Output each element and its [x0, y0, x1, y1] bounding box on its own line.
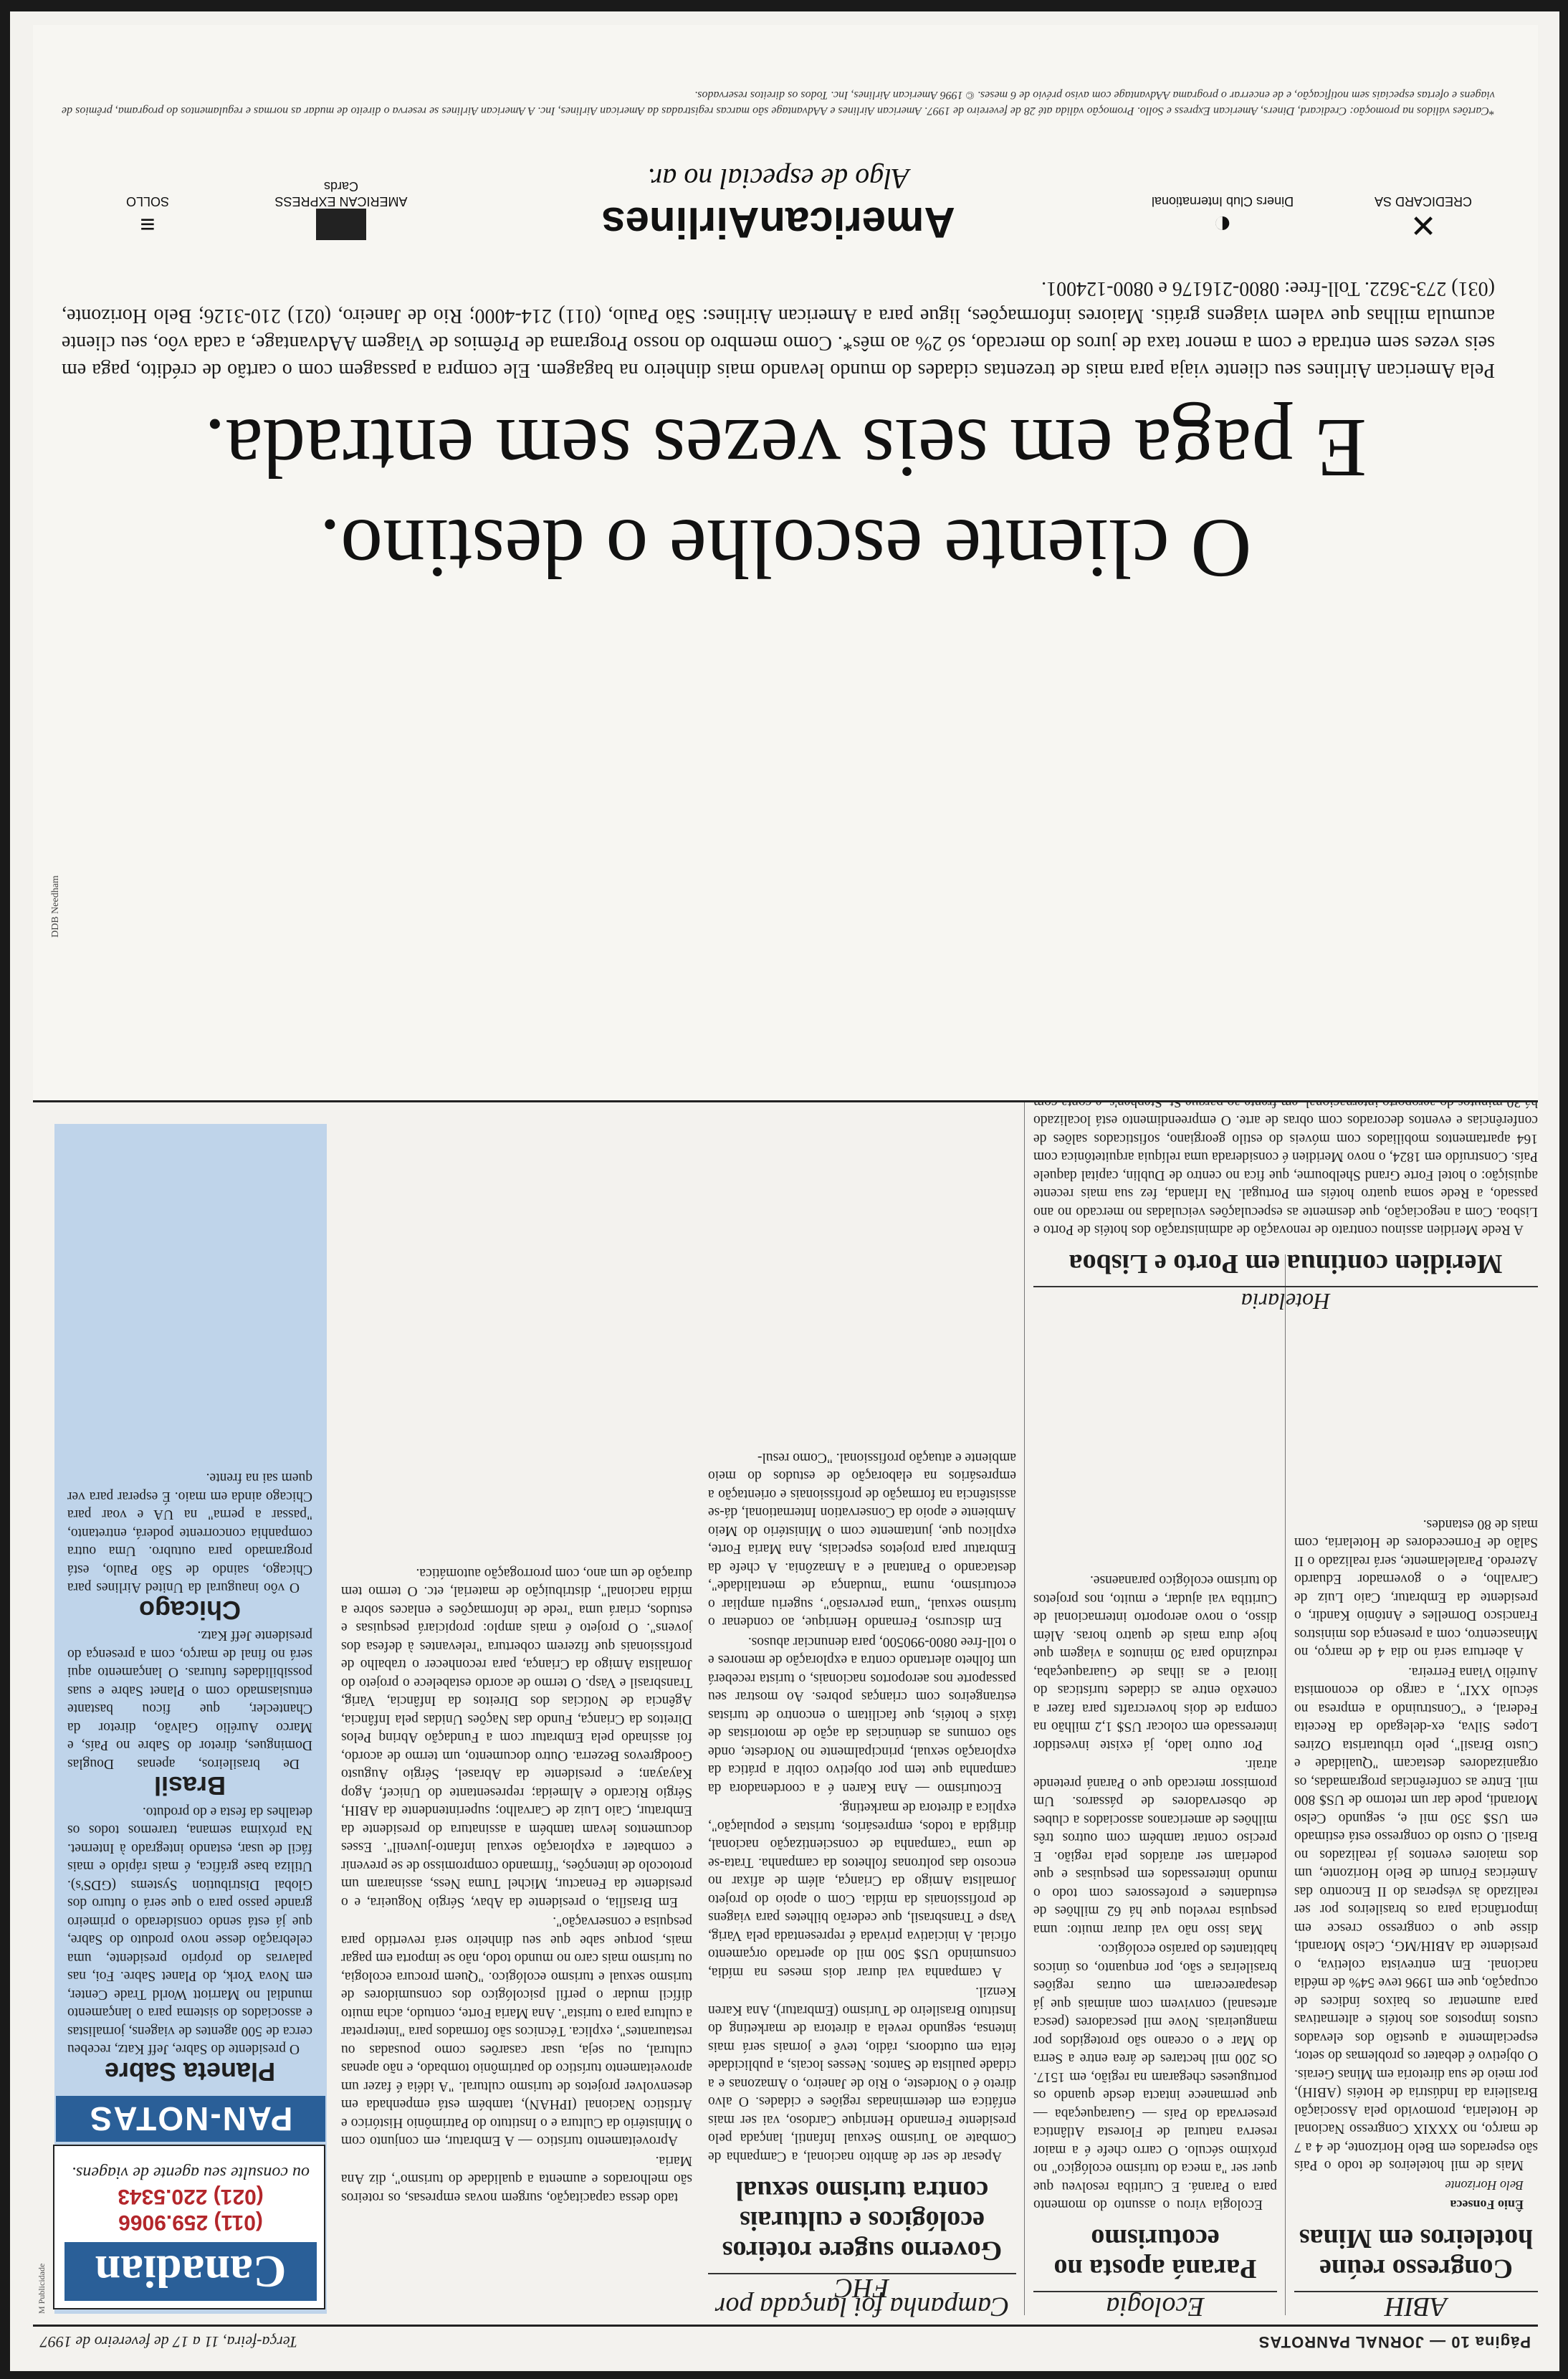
ad-headline: [62, 398, 1509, 599]
sidebar-notes: [67, 1469, 312, 2088]
note-body: O vôo inaugural da United Airlines para Chicago, saindo de São Paulo, está programado para outubro. Uma outra companhia concorrente poderá, entretanto, "passar a perna" na UA e voar para Chicago ainda em maio. É esperar para ver quem sai na frente.: [67, 1470, 312, 1596]
byline-place: Belo Horizonte: [1445, 2178, 1524, 2193]
sollo-icon: ≡: [140, 210, 156, 239]
paragraph: Por outro lado, já existe investidor interessado em colocar US$ 1,2 milhão na compra de dois hovercrafts para fazer a conexão entre as cidades turísticas do litoral e as ilhas de Guaraqueçaba, reduzindo para 30 minutos a viagem que hoje dura mais de quatro horas. Além disso, o novo aeroporto internacional de Curitiba vai ajudar, e muito, nos projetos do turismo ecológico paranaense.: [1033, 1573, 1277, 1753]
article-parana: [1033, 1570, 1277, 2322]
agency-credit: DDB Needham: [50, 875, 61, 938]
byline: Ênio Fonseca: [1450, 2198, 1524, 2213]
paragraph: Ecologia virou o assunto do momento para o Paraná. E Curitiba resolveu que quer ser "a meca do turismo ecológico" no próximo século. O carro chefe é a maior reserva natural de Floresta Atlântica preservada do País — Guaraqueçaba — que permanece intacta desde quando os portugueses chegaram na região, em 1517. Os 200 mil hectares de área entre a Serra do Mar e o oceano são protegidos por mangueirais. Nove mil pescadores (pesca artesanal) convivem com animais que já desapareceram em outras regiões brasileiras e são, por enquanto, os únicos habitantes do paraíso ecológico.: [1033, 1941, 1277, 2213]
newspaper-page: [10, 11, 1559, 2371]
amex-icon: [316, 209, 366, 240]
column-rule: [1024, 1097, 1025, 2315]
note-title: Chicago: [139, 1596, 242, 1625]
ad-body-text: Pela American Airlines seu cliente viaja para mais de trezentas cidades do mundo levando mais dinheiro na bagagem. Ele compra a passagem com o cartão de crédito, paga em seis vezes sem entrada e com a menor taxa de juros do mercado, só 2% ao mês*. Como membro do nosso Programa de Prêmios de Viagem AAdvantage, a cada vôo, seu cliente acumula milhas que valem viagens grátis. Maiores informações, ligue para a American Airlines: São Paulo, (011) 214-4000; Rio de Janeiro, (021) 210-3126; Belo Horizonte, (031) 273-3622. Toll-free: 0800-216176 e 0800-124001.: [62, 277, 1495, 381]
sollo-logo: ≡ SOLLO: [76, 190, 219, 240]
ad-headline-line1: O cliente escolhe o destino.: [319, 502, 1252, 596]
amex-logo: AMERICAN EXPRESS Cards: [262, 190, 420, 240]
section-kicker: Ecologia: [1033, 2292, 1277, 2316]
paragraph: A abertura será no dia 4 de março, no Minascentro, com a presença dos ministros Francisco Dornelles e Antônio Kandir, o presidente da Embratur, Caio Luiz de Carvalho, e o governador Eduardo Azeredo. Paralelamente, será realizado o II Salão de Fornecedores de Hotelaria, com mais de 80 estandes.: [1294, 1517, 1538, 1660]
pan-notas-banner: PAN-NOTAS: [56, 2096, 325, 2142]
ad-credit: M Publicidade: [37, 2263, 47, 2314]
article-headline: Governo sugere roteiros ecológicos e culturais contra turismo sexual: [722, 2175, 1003, 2266]
article-headline: Congresso reúne hoteleiros em Minas: [1299, 2223, 1534, 2284]
paragraph: Em discurso, Fernando Henrique, ao condenar o turismo sexual, "uma perversão", sugeriu ampliar o ecoturismo, numa "mudança de mentalidade", destacando o Pantanal e a Amazônia. A chefe da Embratur para projetos especiais, Ana Maria Forte, explicou que, juntamente com o Ministério do Meio Ambiente e apoio da Conservation International, dá-se assistência na formação de profissionais e orientação a empresários na elaboração de estudos do meio ambiente e atuação profissional. "Como resul-: [708, 1450, 1016, 1630]
ad-fine-print: *Cartões válidos na promoção: Credicard, Diners, American Express e Sollo. Promoção válida até 28 de fevereiro de 1997. American Airlines e AAdvantage são marcas registradas da American Airlines, Inc. A American Airlines se reserva o direito de mudar as normas e regulamentos do programa, prêmios de viagens e ofertas especiais sem notificação, e de encerrar o programa AAdvantage com aviso prévio de 6 meses. © 1996 American Airlines, Inc. Todos os direitos reservados.: [62, 89, 1495, 117]
ad-headline-line2: E paga em seis vezes sem entrada.: [204, 401, 1367, 495]
canadian-ad: [53, 2145, 325, 2309]
paragraph: Mas isso não vai durar muito: uma pesquisa revelou que há 62 milhões de estudantes e professores com todo o mundo interessados em pesquisas e que poderiam ser atraídos pela região. E preciso contar também com outros três milhões de americanos associados a clubes de observadores de pássaros. Um promissor mercado que o Paraná pretende atrair.: [1033, 1757, 1277, 1937]
credicard-icon: ✕: [1410, 207, 1437, 242]
article-abih: [1294, 1514, 1538, 2322]
diners-club-logo: ◐ Diners Club International: [1151, 194, 1294, 242]
american-airlines-logo: AmericanAirlines: [601, 199, 955, 247]
ad-logo-row: [62, 161, 1509, 247]
note-body: O presidente do Sabre, Jeff Katz, recebeu cerca de 500 agentes de viagens, jornalistas e associados do sistema para o lançamento mundial no Marriott World Trade Center, em Nova York, do Planet Sabre. Foi, nas palavras do próprio presidente, uma celebração desse novo produto do Sabre, que já está sendo considerado o primeiro grande passo para o que será o futuro dos Global Distribution Systems (GDS's). Utiliza base gráfica, é mais rápido e mais fácil de usar, estando integrado à Internet. Na próxima semana, traremos todos os detalhes da festa e do produto.: [67, 1804, 312, 2057]
ad-tagline: Algo de especial no ar.: [647, 163, 909, 195]
canadian-note: ou consulte seu agente de viagens.: [72, 2163, 310, 2182]
section-kicker: ABIH: [1294, 2292, 1538, 2316]
canadian-logo: Canadian: [64, 2242, 317, 2301]
article-headline: Paraná aposta no ecoturismo: [1053, 2223, 1257, 2284]
article-governo-continued: [341, 1563, 692, 2207]
section-kicker: Hotelaria: [1033, 1287, 1538, 1311]
paragraph: Apesar de ser de âmbito nacional, a Campanha de Combate ao Turismo Sexual Infantil, lançada pelo presidente Fernando Henrique Cardoso, vai ser mais enfática em determinadas regiões e cidades. O alvo direto é o Nordeste, o Rio de Janeiro, o Amazonas e a cidade paulista de Santos. Nesses locais, a publicidade feita em outdoors, rádio, tevê e jornais será mais intensa, segundo revela a diretora de marketing do Instituto Brasileiro de Turismo (Embratur), Ana Karen Kenzil.: [708, 1984, 1016, 2164]
phone-sp: (011) 259.9066: [118, 2211, 263, 2234]
note-body: De brasileiros, apenas Douglas Domingues, diretor do Sabre no País, e Marco Aurélio Galvão, diretor da Chantecler, que ficou bastante entusiasmado com o Planet Sabre e suas possibilidades futuras. O lançamento aqui será no final de março, com a presença do presidente Jeff Katz.: [67, 1628, 312, 1771]
credicard-logo: ✕ CREDICARD SA: [1352, 190, 1495, 240]
paragraph: A Rede Meridien assinou contrato de renovação de administração dos hotéis de Porto e Lisboa. Com a negociação, que desmente as especulações veiculadas no mercado no ano passado, a Rede soma quatro hotéis em Portugal. Na Irlanda, fez sua mais recente aquisição: o hotel Forte Grand Shelbourne, que fica no centro de Dublin, capital daquele País. Construído em 1824, o novo Meridien é considerada uma relíquia arquitetônica com 164 apartamentos mobiliados com móveis do estilo georgiano, sofisticados salões de conferências e eventos decorados com obras de arte. O empreendimento está localizado: [1033, 1112, 1538, 1238]
page-folio: [33, 2325, 1538, 2355]
paragraph: Mais de mil hoteleiros de todo o País são esperados em Belo Horizonte, de 4 a 7 de março, no XXXIX Congresso Nacional de Hotelaria, promovido pela Associação Brasileira da Indústria de Hotéis (ABIH), por meio de sua diretoria em Minas Gerais. O objetivo é debater os problemas do setor, especialmente a questão dos elevados custos impostos aos hotéis e alternativas para aumentar os baixos índices de ocupação, que em 1996 teve 54% de média nacional. Em entrevista coletiva, o presidente da ABIH/MG, Celso Morandi, disse que o congresso cresce em importância para os brasileiros por ser realizado às vésperas do II Encontro das Américas Fórum de Belo Horizonte, um dos maiores eventos já realizados no Brasil. O custo do congresso está estimado em US$ 350 mil e, segundo Celso Morandi, pode dar um retorno de US$ 800 mil. Entre as conferências programadas, os organizadores destacam "Qualidade e Custo Brasil", pelo tributarista Ozires Lopes Silva, ex-delegado da Receita Federal, e "Construindo a empresa no século XXI", a cargo do economista Aurélio Viana Ferreira.: [1294, 1664, 1538, 2173]
section-kicker: Campanha foi lançada por FHC: [708, 2273, 1016, 2315]
phone-numbers: [64, 2183, 317, 2235]
paragraph: A campanha vai durar dois meses na mídia, consumindo US$ 500 mil do apertado orçamento oficial. A iniciativa privada é representada pela Varig, Vasp e Transbrasil, que cederão bilhetes para viagens de profissionais da mídia. Com o apoio do projeto Jornalista Amigo da Criança, além de afixar no encosto das poltronas folhetos da campanha. Trata-se de uma "campanha de conscientização nacional, dirigida a todos, empresários, turistas e população", explica a diretora de marketing.: [708, 1800, 1016, 1980]
diners-icon: ◐: [1213, 207, 1233, 242]
paragraph: Aproveitamento turístico — A Embratur, em conjunto com o Ministério da Cultura e o Instituto do Patrimônio Histórico e Artístico Nacional (IPHAN), também está empenhada em desenvolver projetos de turismo cultural. "A idéia é fazer um aproveitamento turístico do patrimônio tombado, e não apenas cultural, ou seja, usar casarões como pousadas ou restaurantes", explica. Técnicos são formados para "interpretar a cultura para o turista". Ana Maria Forte, contudo, acha muito difícil mudar o perfil psicológico dos consumidores de turismo sexual e turismo ecológico. "Quem procura ecologia, ou turismo mais caro no mundo todo, não se importa em pagar mais, porque sabe que seu dinheiro será revertido para pesquisa e conservação".: [341, 1914, 692, 2149]
article-governo: [708, 1447, 1016, 2322]
american-airlines-ad: [33, 25, 1538, 1102]
folio-right: Terça-feira, 11 a 17 de fevereiro de 1997: [40, 2333, 297, 2351]
paragraph: Em Brasília, o presidente da Abav, Sérgio Nogueira, e o presidente da Fenactur, Michel Tuma Ness, assinaram um protocolo de intenções, "firmando compromisso de se prevenir e combater a exploração sexual infanto-juvenil". Esses documentos levam também a assinatura do presidente da Embratur, Caio Luiz de Carvalho; superintendente da ABIH, Sérgio Ricardo e Almeida; representante do Unicef, Agop Kayayan; e presidente da Abrasel, Sérgio Augusto Goodgrevos Bezerra. Outro documento, um termo de acordo, foi assinado pela Embratur com a Fundação Abrinq Pelos Direitos da Criança, Fundo das Nações Unidas pela Infância, Agência de Notícias dos Direitos da Infância, Varig, Transbrasil e Vasp. O termo de acordo estabelece o projeto do Jornalista Amigo da Criança, para reconhecer o trabalho de profissionais que fizerem cobertura "relevantes à defesa dos jovens". O projeto é mais amplo: propiciará pesquisas e estudos, criará uma "rede de informações e enlaces sobre a mídia nacional", distribuição de material, etc. O termo tem duração de um ano, com prorrogação automática.: [341, 1565, 692, 1910]
paragraph: tado dessa capacitação, surgem novas empresas, os roteiros são melhorados e aumenta a qualidade do turismo", diz Ana Maria.: [341, 2153, 692, 2205]
note-title: Planeta Sabre: [104, 2057, 276, 2087]
column-rule: [1285, 1254, 1286, 2315]
note-title: Brasil: [153, 1771, 226, 1801]
paragraph: Ecoturismo — Ana Karen é a coordenadora da campanha que tem por objetivo coibir a prática da exploração sexual, principalmente no Nordeste, onde são comuns as denúncias da ação de motoristas de táxis e hotéis, que facilitam o encontro de turistas estrangeiros com crianças pobres. Ao mostrar seu passaporte nos aeroportos nacionais, o turista receberá um folheto alertando contra a exploração de menores e o toll-free 0800-990500, para denunciar abusos.: [708, 1634, 1016, 1796]
phone-rj: (021) 220.5343: [118, 2185, 264, 2208]
article-headline: Meridien continua em Porto e Lisboa: [1069, 1249, 1503, 1279]
folio-left: Página 10 — JORNAL PANROTAS: [1258, 2333, 1531, 2351]
